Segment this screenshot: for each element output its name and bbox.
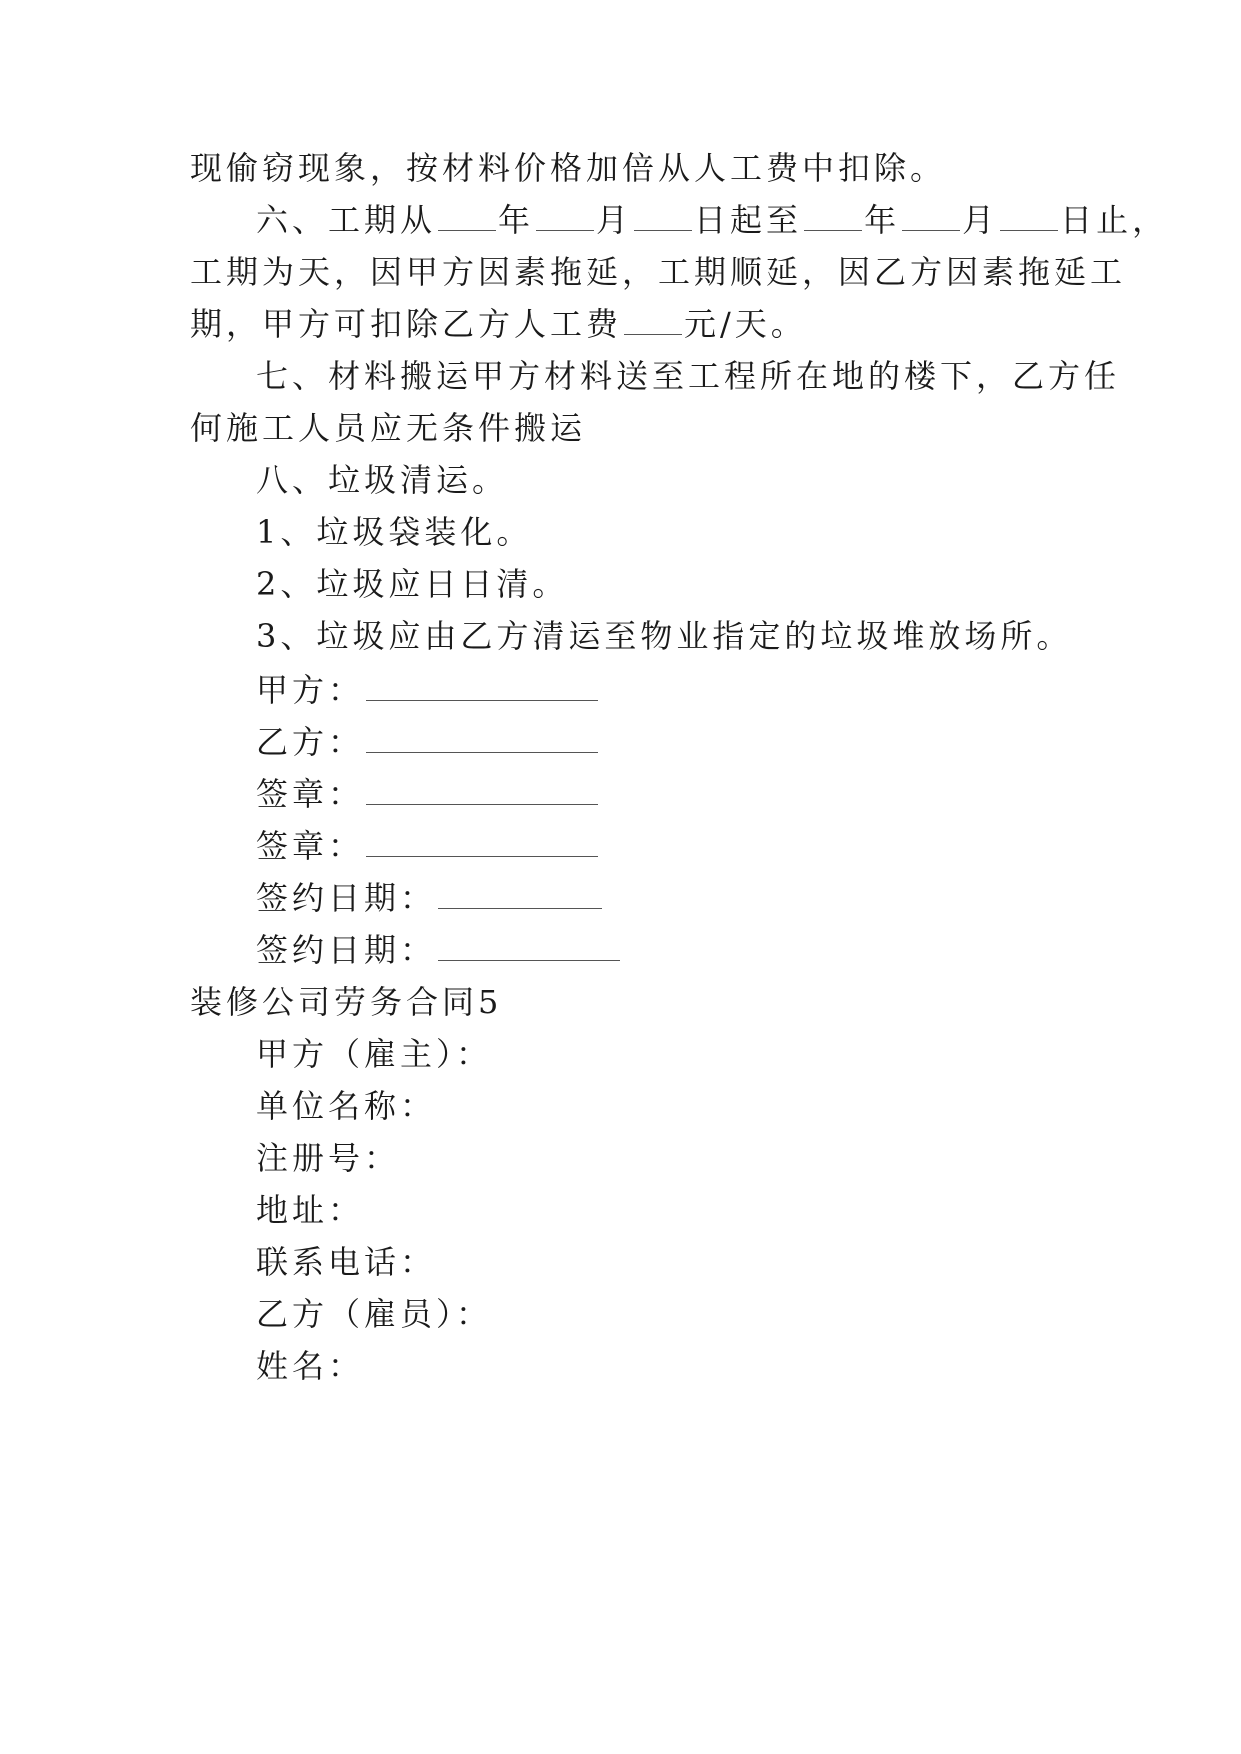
label: 签章： [256,827,365,865]
text: 装修公司劳务合同5 [190,983,503,1021]
blank-field [366,722,598,753]
blank-field [366,774,598,805]
text: 月 [962,201,999,239]
field-label [256,1086,436,1126]
text: 单位名称： [256,1087,437,1125]
text: 期，甲方可扣除乙方人工费 [190,305,623,343]
paragraph-line [256,200,1168,240]
field-label [256,1034,492,1074]
blank-field [902,200,960,231]
blank-field [536,200,594,231]
blank-field [804,200,862,231]
date-line [256,878,604,918]
paragraph-line [190,408,586,448]
text: 月 [596,201,633,239]
text: 甲方（雇主）： [256,1035,493,1073]
field-label [256,1138,400,1178]
paragraph-line [256,356,1120,396]
blank-field [438,878,602,909]
blank-field [1000,200,1058,231]
text: 六、工期从 [256,201,437,239]
text: 八、垃圾清运。 [256,461,509,499]
blank-field [438,930,620,961]
list-item [256,564,568,604]
text: 联系电话： [256,1243,437,1281]
text: 1、垃圾袋装化。 [256,513,533,551]
text: 2、垃圾应日日清。 [256,565,569,603]
signature-line-party-a [256,670,600,710]
text: 元/天。 [684,305,807,343]
list-item [256,616,1072,656]
document-title [190,982,502,1022]
paragraph-line [190,252,1126,292]
text: 日起至 [694,201,803,239]
text: 注册号： [256,1139,401,1177]
text: 工期为天，因甲方因素拖延，工期顺延，因乙方因素拖延工 [190,253,1127,291]
seal-line [256,826,600,866]
text: 年 [498,201,535,239]
text: 3、垃圾应由乙方清运至物业指定的垃圾堆放场所。 [256,617,1073,655]
text: 乙方（雇员）： [256,1295,493,1333]
blank-field [438,200,496,231]
text: 地址： [256,1191,365,1229]
text: 现偷窃现象，按材料价格加倍从人工费中扣除。 [190,149,947,187]
label: 签章： [256,775,365,813]
blank-field [366,826,598,857]
blank-field [366,670,598,701]
text: 姓名： [256,1347,365,1385]
text: 日止， [1060,201,1169,239]
text: 七、材料搬运甲方材料送至工程所在地的楼下，乙方任 [256,357,1121,395]
paragraph-line [190,148,946,188]
text: 何施工人员应无条件搬运 [190,409,587,447]
blank-field [624,304,682,335]
label: 乙方： [256,723,365,761]
text: 年 [864,201,901,239]
date-line [256,930,622,970]
seal-line [256,774,600,814]
field-label [256,1242,436,1282]
label: 签约日期： [256,879,437,917]
section-heading [256,460,508,500]
paragraph-line [190,304,807,344]
field-label [256,1346,364,1386]
field-label [256,1190,364,1230]
blank-field [634,200,692,231]
field-label [256,1294,492,1334]
label: 签约日期： [256,931,437,969]
signature-line-party-b [256,722,600,762]
label: 甲方： [256,671,365,709]
list-item [256,512,532,552]
